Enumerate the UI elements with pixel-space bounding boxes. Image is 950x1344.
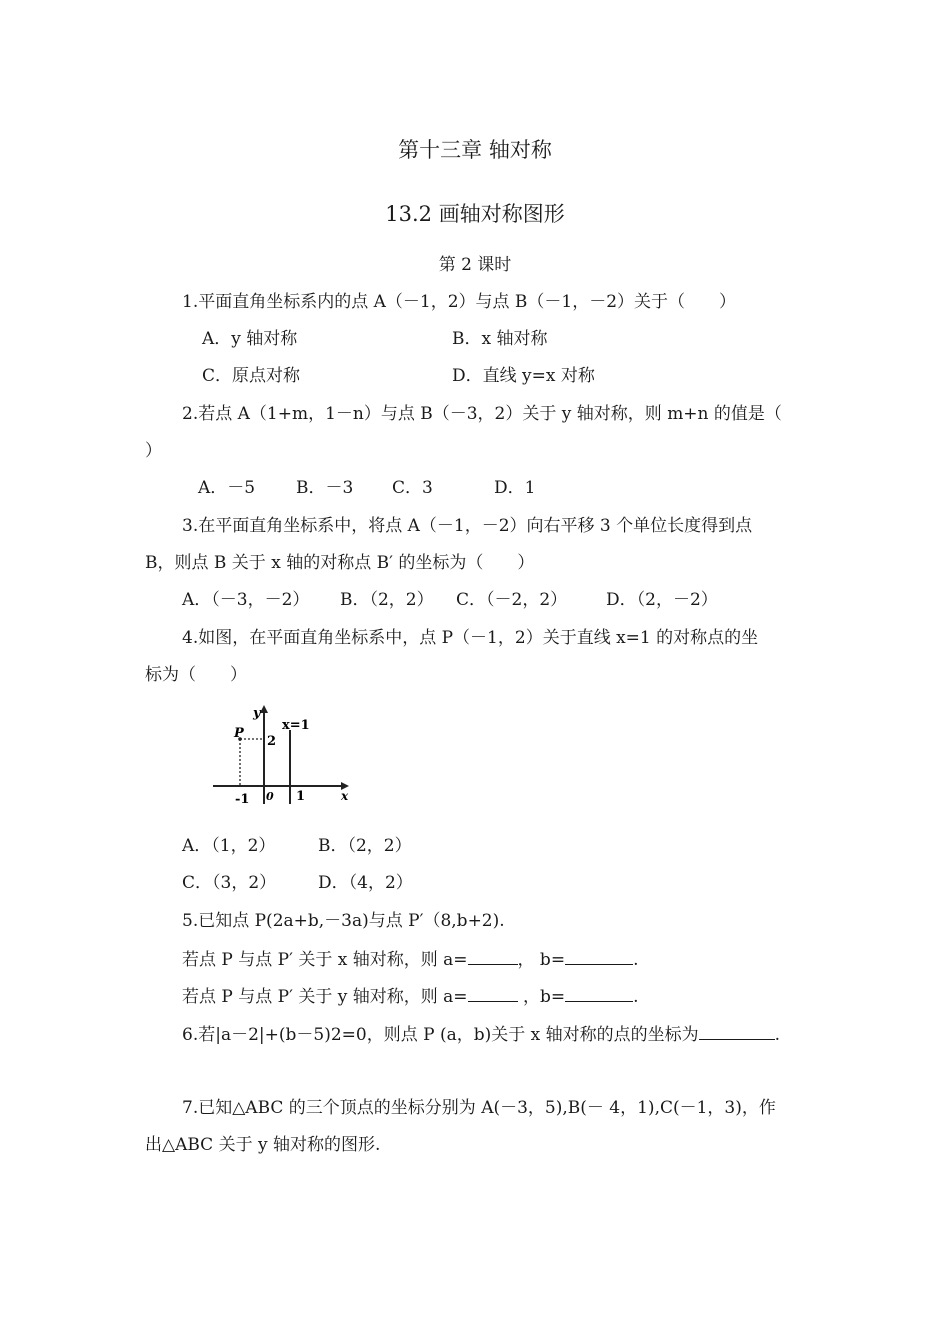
q3-stem-line1: 3.在平面直角坐标系中，将点 A（－1，－2）向右平移 3 个单位长度得到点 <box>182 516 753 536</box>
q3-option-b: B．（2，2） <box>340 590 434 610</box>
q4-coordinate-figure <box>205 700 355 812</box>
point-p-label: P <box>234 726 244 741</box>
q3-option-c: C．（－2，2） <box>456 590 568 610</box>
tick-label-2: 2 <box>267 734 277 749</box>
q2-option-a: A．－5 <box>198 478 256 498</box>
q5-x-answer-b-blank[interactable] <box>565 946 633 965</box>
q4-option-b: B．（2，2） <box>318 836 412 856</box>
q2-option-b: B．－3 <box>296 478 354 498</box>
q5-y-answer-a-blank[interactable] <box>468 983 518 1002</box>
y-axis-label: y <box>253 706 261 721</box>
q6-end: . <box>774 1025 781 1045</box>
line-label: x=1 <box>282 718 310 733</box>
x-axis-label: x <box>341 789 349 803</box>
q6-answer-blank[interactable] <box>699 1021 775 1040</box>
q4-stem-line1: 4.如图，在平面直角坐标系中，点 P（－1，2）关于直线 x=1 的对称点的坐 <box>182 628 759 648</box>
q3-option-d: D．（2，－2） <box>606 590 718 610</box>
tick-label-1: 1 <box>296 789 306 804</box>
q4-option-a: A．（1，2） <box>182 836 276 856</box>
q5-y-end: . <box>633 987 639 1007</box>
y-axis-arrow-icon <box>260 705 268 713</box>
q5-x-axis-line <box>182 946 638 972</box>
q5-y-prefix: 若点 P 与点 P′ 关于 y 轴对称，则 a= <box>182 987 468 1007</box>
lesson-title: 第 2 课时 <box>438 255 512 275</box>
q5-y-answer-b-blank[interactable] <box>565 983 633 1002</box>
tick-label-neg1: -1 <box>235 792 250 807</box>
q5-x-prefix: 若点 P 与点 P′ 关于 x 轴对称，则 a= <box>182 950 468 970</box>
q1-option-a: A．y 轴对称 <box>202 329 298 349</box>
q2-stem-line1: 2.若点 A（1+m，1－n）与点 B（－3，2）关于 y 轴对称，则 m+n 的值是（ <box>182 404 782 424</box>
q4-stem-line2: 标为（ ） <box>145 665 247 685</box>
q3-option-a: A．（－3，－2） <box>182 590 310 610</box>
q5-y-mid: ，b= <box>517 987 566 1007</box>
q7-stem-line2: 出△ABC 关于 y 轴对称的图形. <box>145 1135 381 1155</box>
q5-x-end: . <box>633 950 639 970</box>
origin-label: 0 <box>266 790 274 803</box>
q5-x-answer-a-blank[interactable] <box>468 946 518 965</box>
q7-stem-line1: 7.已知△ABC 的三个顶点的坐标分别为 A(－3，5),B(－ 4，1),C(－1，3)，作 <box>182 1098 776 1118</box>
q3-stem-line2: B，则点 B 关于 x 轴的对称点 B′ 的坐标为（ ） <box>145 553 535 573</box>
q2-option-d: D．1 <box>494 478 536 498</box>
q1-option-c: C．原点对称 <box>202 366 301 386</box>
q4-option-c: C．（3，2） <box>182 873 277 893</box>
q6-line <box>182 1021 780 1047</box>
q1-option-b: B．x 轴对称 <box>452 329 548 349</box>
chapter-title: 第十三章 轴对称 <box>398 138 552 162</box>
q2-option-c: C．3 <box>392 478 433 498</box>
q6-stem: 6.若|a－2|+(b－5)2=0，则点 P (a，b)关于 x 轴对称的点的坐标为 <box>182 1025 699 1045</box>
q5-x-mid: ， b= <box>517 950 566 970</box>
q4-option-d: D．（4，2） <box>318 873 413 893</box>
q1-stem: 1.平面直角坐标系内的点 A（－1，2）与点 B（－1，－2）关于（ ） <box>182 292 737 312</box>
q5-stem: 5.已知点 P(2a+b,－3a)与点 P′（8,b+2). <box>182 911 505 931</box>
q1-option-d: D．直线 y=x 对称 <box>452 366 595 386</box>
q2-stem-line2: ） <box>145 441 162 461</box>
q5-y-axis-line <box>182 983 638 1009</box>
section-title: 13.2 画轴对称图形 <box>385 202 565 226</box>
